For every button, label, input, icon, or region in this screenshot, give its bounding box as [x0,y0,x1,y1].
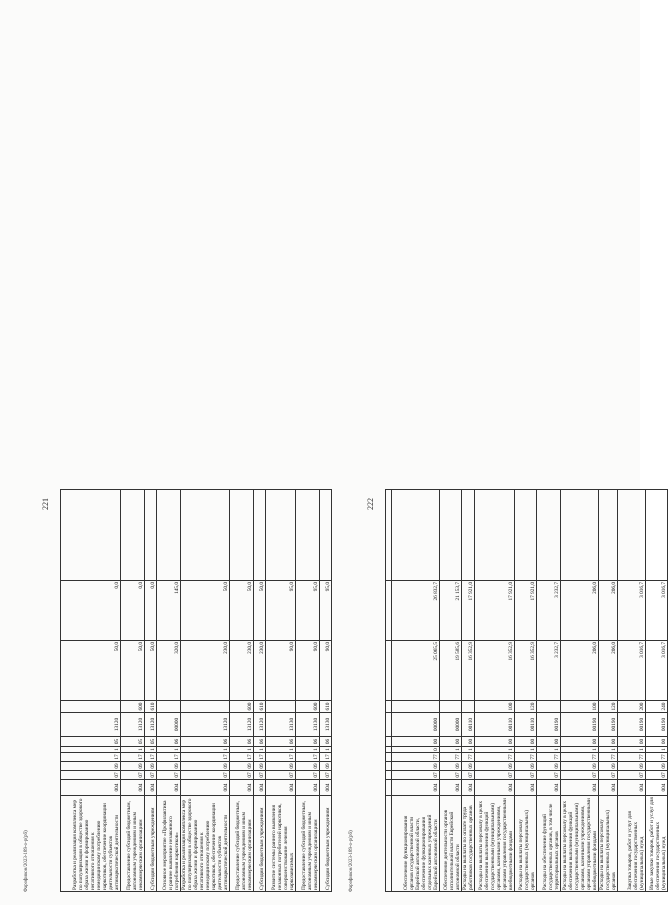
code-cell: 17 [61,753,121,762]
value-2024-cell: 320,0 [157,641,181,701]
code-cell: 05 [145,737,157,747]
code-cell: 07 [266,771,296,780]
code-cell: 610 [254,701,266,713]
value-2024-cell: 16 352,9 [462,641,475,701]
table-row [475,490,515,892]
value-2025-cell: 3 232,7 [537,581,561,641]
code-cell: 09 [254,762,266,771]
code-cell: 06 [254,737,266,747]
code-cell: 1 [145,747,157,753]
empty-cell [515,490,537,581]
empty-cell [121,490,145,581]
code-cell: 00 [618,737,646,747]
row-name-cell: Обеспечение деятельности органов исполнительной власти Еврейской автономной области [440,796,462,892]
code-cell: 09 [230,762,254,771]
code-cell: 100 [475,701,515,713]
code-cell: 00000 [440,713,462,737]
row-name-cell: Основное мероприятие «Профилактика и раннее выявление незаконного потребления наркотиков» [157,796,181,892]
code-cell: 06 [230,737,254,747]
code-cell: 17 [145,753,157,762]
code-cell: 004 [561,780,599,796]
page-number: 221 [41,498,50,510]
budget-table-right [385,489,668,892]
table-row [320,490,332,892]
row-name-cell: Разработка и реализация комплекса мер по популяризации в обществе здорового образа жизни и формированию негативного отношения к немедицинскому потреблению наркотиков, обеспечение координации деятельности субъектов антинаркотической деятельности [181,796,230,892]
value-2024-cell: 16 352,9 [475,641,515,701]
code-cell: 77 [618,753,646,762]
code-cell: 07 [440,771,462,780]
code-cell: 07 [230,771,254,780]
value-2024-cell: 230,0 [254,641,266,701]
value-2025-cell: 26 832,7 [392,581,440,641]
code-cell: 09 [440,762,462,771]
code-cell [392,701,440,713]
value-2024-cell: 3 016,7 [618,641,646,701]
code-cell: 13130 [266,713,296,737]
code-cell: 004 [157,780,181,796]
code-cell [157,701,181,713]
table-row [145,490,157,892]
row-name-cell: Расходы на выплаты персоналу в целях обеспечения выполнения функций государственными (муниципальными) органами, казенными учреждениями, органами управления государственными внебюджетными фондами [561,796,599,892]
code-cell: 00 [515,737,537,747]
value-2025-cell: 17 921,0 [462,581,475,641]
code-cell: 17 [230,753,254,762]
code-cell: 07 [475,771,515,780]
code-cell: 1 [181,747,230,753]
table-row [392,490,440,892]
code-cell: 1 [515,747,537,753]
code-cell: 004 [266,780,296,796]
code-cell: 13120 [121,713,145,737]
code-cell: 004 [61,780,121,796]
code-cell: 004 [646,780,668,796]
table-row [121,490,145,892]
code-cell: 00 [392,737,440,747]
code-cell [266,701,296,713]
empty-cell [296,490,320,581]
value-2024-cell: 90,0 [296,641,320,701]
code-cell: 004 [254,780,266,796]
value-2025-cell: 17 921,0 [475,581,515,641]
code-cell: 00110 [515,713,537,737]
table-row [618,490,646,892]
value-2024-cell: 50,0 [145,641,157,701]
code-cell: 07 [599,771,618,780]
empty-cell [440,490,462,581]
table-row [181,490,230,892]
row-name-cell: Разработка и реализация комплекса мер по популяризации в обществе здорового образа жизни и формированию негативного отношения к немедицинскому потреблению наркотиков, обеспечение координации деятельности субъектов антинаркотической деятельности [61,796,121,892]
code-cell: 09 [181,762,230,771]
value-2024-cell: 230,0 [181,641,230,701]
code-cell [462,701,475,713]
empty-cell [392,490,440,581]
code-cell: 004 [618,780,646,796]
code-cell: 77 [561,753,599,762]
value-2025-cell: 50,0 [254,581,266,641]
code-cell: 00190 [599,713,618,737]
code-cell: 09 [462,762,475,771]
code-cell: 09 [475,762,515,771]
code-cell: 240 [646,701,668,713]
value-2025-cell: 50,0 [230,581,254,641]
code-cell: 100 [561,701,599,713]
value-2025-cell: 21 153,7 [440,581,462,641]
value-2025-cell: 95,0 [320,581,332,641]
right-page [349,490,667,892]
code-cell: 07 [392,771,440,780]
code-cell: 09 [145,762,157,771]
code-cell: 00190 [646,713,668,737]
page-footer: Фарофикон/2023-189-о-р(рб) [24,830,29,892]
code-cell: 17 [181,753,230,762]
row-name-cell: Расходы на выплаты персоналу государственных (муниципальных) органов [599,796,618,892]
code-cell: 00 [561,737,599,747]
code-cell: 610 [145,701,157,713]
code-cell: 1 [462,747,475,753]
code-cell: 07 [646,771,668,780]
empty-cell [618,490,646,581]
code-cell: 17 [296,753,320,762]
code-cell: 13120 [61,713,121,737]
code-cell: 07 [61,771,121,780]
code-cell: 1 [230,747,254,753]
code-cell: 00190 [537,713,561,737]
code-cell: 600 [230,701,254,713]
page-footer: Фарофикон/2023-189-о-р(рб) [349,830,354,892]
table-row [296,490,320,892]
code-cell: 200 [618,701,646,713]
code-cell: 06 [181,737,230,747]
code-cell: 00190 [618,713,646,737]
row-name-cell: Предоставление субсидий бюджетным, автономным учреждениям и иным некоммерческим организациям [121,796,145,892]
code-cell: 1 [320,747,332,753]
value-2024-cell: 3 232,7 [537,641,561,701]
code-cell: 07 [462,771,475,780]
value-2024-cell: 206,0 [561,641,599,701]
table-row [599,490,618,892]
code-cell [61,701,121,713]
code-cell: 09 [561,762,599,771]
value-2024-cell: 50,0 [61,641,121,701]
code-cell: 1 [157,747,181,753]
code-cell: 004 [440,780,462,796]
code-cell: 004 [320,780,332,796]
value-2025-cell: 95,0 [266,581,296,641]
code-cell: 07 [296,771,320,780]
code-cell: 004 [475,780,515,796]
code-cell: 120 [599,701,618,713]
code-cell: 004 [296,780,320,796]
code-cell: 00 [646,737,668,747]
empty-cell [320,490,332,581]
row-name-cell: Развитие системы раннего выявления незаконных потребителей наркотиков, совершенствование лечения наркозависимых [266,796,296,892]
table-row [537,490,561,892]
empty-cell [561,490,599,581]
code-cell: 05 [61,737,121,747]
code-cell: 09 [320,762,332,771]
row-name-cell: Субсидии бюджетным учреждениям [320,796,332,892]
code-cell: 004 [515,780,537,796]
budget-table-left [60,489,332,892]
row-name-cell: Субсидии бюджетным учреждениям [145,796,157,892]
code-cell: 00190 [561,713,599,737]
code-cell: 06 [296,737,320,747]
value-2024-cell: 90,0 [320,641,332,701]
page-number: 222 [366,498,375,510]
code-cell: 1 [266,747,296,753]
code-cell: 77 [440,753,462,762]
code-cell: 1 [440,747,462,753]
row-name-cell: Расходы на обеспечение функций государственных органов, в том числе территориальных органов [537,796,561,892]
code-cell: 77 [599,753,618,762]
value-2025-cell: 0,0 [145,581,157,641]
code-cell: 00110 [462,713,475,737]
value-2025-cell: 145,0 [157,581,181,641]
table-row [61,490,121,892]
table-row [515,490,537,892]
code-cell: 13130 [320,713,332,737]
value-2025-cell: 17 921,0 [515,581,537,641]
code-cell: 06 [157,737,181,747]
value-2024-cell: 25 065,5 [392,641,440,701]
row-name-cell: Субсидии бюджетным учреждениям [254,796,266,892]
code-cell: 1 [61,747,121,753]
empty-cell [181,490,230,581]
code-cell: 09 [121,762,145,771]
value-2024-cell: 16 352,9 [515,641,537,701]
value-2024-cell: 230,0 [230,641,254,701]
value-2025-cell: 3 016,7 [646,581,668,641]
code-cell: 07 [320,771,332,780]
code-cell: 07 [254,771,266,780]
code-cell: 1 [121,747,145,753]
code-cell: 004 [537,780,561,796]
value-2025-cell: 95,0 [296,581,320,641]
code-cell: 004 [462,780,475,796]
code-cell: 09 [515,762,537,771]
code-cell: 13130 [296,713,320,737]
code-cell: 1 [599,747,618,753]
code-cell: 13120 [145,713,157,737]
table-row [157,490,181,892]
code-cell: 600 [121,701,145,713]
code-cell: 17 [254,753,266,762]
code-cell: 09 [537,762,561,771]
table-row [646,490,668,892]
code-cell: 77 [475,753,515,762]
code-cell: 07 [515,771,537,780]
code-cell: 07 [181,771,230,780]
code-cell: 00110 [475,713,515,737]
code-cell: 07 [561,771,599,780]
code-cell: 17 [266,753,296,762]
empty-cell [145,490,157,581]
empty-cell [230,490,254,581]
code-cell: 1 [561,747,599,753]
value-2025-cell: 3 016,7 [618,581,646,641]
row-name-cell: Расходы на выплаты персоналу государственных (муниципальных) органов [515,796,537,892]
empty-cell [462,490,475,581]
code-cell: 004 [145,780,157,796]
code-cell: 004 [392,780,440,796]
code-cell: 004 [230,780,254,796]
code-cell: 09 [392,762,440,771]
code-cell: 09 [266,762,296,771]
code-cell: 07 [121,771,145,780]
row-name-cell: Предоставление субсидий бюджетным, автономным учреждениям и иным некоммерческим организациям [296,796,320,892]
empty-cell [266,490,296,581]
empty-cell [646,490,668,581]
code-cell: 1 [475,747,515,753]
empty-cell [61,490,121,581]
code-cell: 004 [599,780,618,796]
table-row [266,490,296,892]
code-cell: 09 [61,762,121,771]
code-cell: 004 [181,780,230,796]
code-cell: 77 [537,753,561,762]
value-2024-cell: 19 585,6 [440,641,462,701]
code-cell: 09 [157,762,181,771]
code-cell [181,701,230,713]
code-cell [537,701,561,713]
code-cell: 13120 [181,713,230,737]
value-2025-cell: 50,0 [181,581,230,641]
value-2024-cell: 206,0 [599,641,618,701]
code-cell: 1 [296,747,320,753]
row-name-cell: Обеспечение функционирования органов государственной власти Еврейской автономной области, обеспечение функционирования отдельных казенных учреждений Еврейской автономной области [392,796,440,892]
value-2025-cell: 206,0 [599,581,618,641]
row-name-cell: Расходы на выплаты по оплате труда работников государственных органов [462,796,475,892]
code-cell: 00 [599,737,618,747]
code-cell: 120 [515,701,537,713]
code-cell: 600 [296,701,320,713]
row-name-cell: Расходы на выплаты персоналу в целях обеспечения выполнения функций государственными (муниципальными) органами, казенными учреждениями, органами управления государственными внебюджетными фондами [475,796,515,892]
code-cell: 09 [646,762,668,771]
code-cell: 07 [145,771,157,780]
code-cell: 00 [537,737,561,747]
code-cell: 06 [320,737,332,747]
code-cell: 77 [515,753,537,762]
code-cell: 1 [254,747,266,753]
empty-cell [599,490,618,581]
table-row [462,490,475,892]
code-cell: 77 [646,753,668,762]
table-row [254,490,266,892]
code-cell: 0 [392,747,440,753]
code-cell: 1 [618,747,646,753]
code-cell [440,701,462,713]
code-cell: 004 [121,780,145,796]
value-2025-cell: 206,0 [561,581,599,641]
code-cell: 17 [121,753,145,762]
code-cell: 17 [157,753,181,762]
value-2024-cell: 90,0 [266,641,296,701]
table-row [230,490,254,892]
code-cell: 00000 [157,713,181,737]
code-cell: 09 [599,762,618,771]
empty-cell [475,490,515,581]
empty-cell [537,490,561,581]
empty-cell [254,490,266,581]
left-page [24,490,331,892]
code-cell: 610 [320,701,332,713]
value-2025-cell: 0,0 [121,581,145,641]
code-cell: 1 [646,747,668,753]
value-2024-cell: 50,0 [121,641,145,701]
value-2024-cell: 3 016,7 [646,641,668,701]
code-cell: 13120 [254,713,266,737]
code-cell: 1 [537,747,561,753]
code-cell: 00 [462,737,475,747]
code-cell: 00 [475,737,515,747]
code-cell: 77 [392,753,440,762]
row-name-cell: Иные закупки товаров, работ и услуг для обеспечения государственных (муниципальных) нужд [646,796,668,892]
code-cell: 09 [618,762,646,771]
row-name-cell: Закупка товаров, работ и услуг для обеспечения государственных (муниципальных) нужд [618,796,646,892]
code-cell: 09 [296,762,320,771]
code-cell: 00 [440,737,462,747]
code-cell: 06 [266,737,296,747]
code-cell: 07 [618,771,646,780]
value-2025-cell: 0,0 [61,581,121,641]
code-cell: 07 [537,771,561,780]
code-cell: 17 [320,753,332,762]
code-cell: 05 [121,737,145,747]
table-row [440,490,462,892]
code-cell: 00000 [392,713,440,737]
code-cell: 07 [157,771,181,780]
code-cell: 77 [462,753,475,762]
code-cell: 13120 [230,713,254,737]
row-name-cell: Предоставление субсидий бюджетным, автономным учреждениям и иным некоммерческим организациям [230,796,254,892]
empty-cell [157,490,181,581]
table-row [561,490,599,892]
